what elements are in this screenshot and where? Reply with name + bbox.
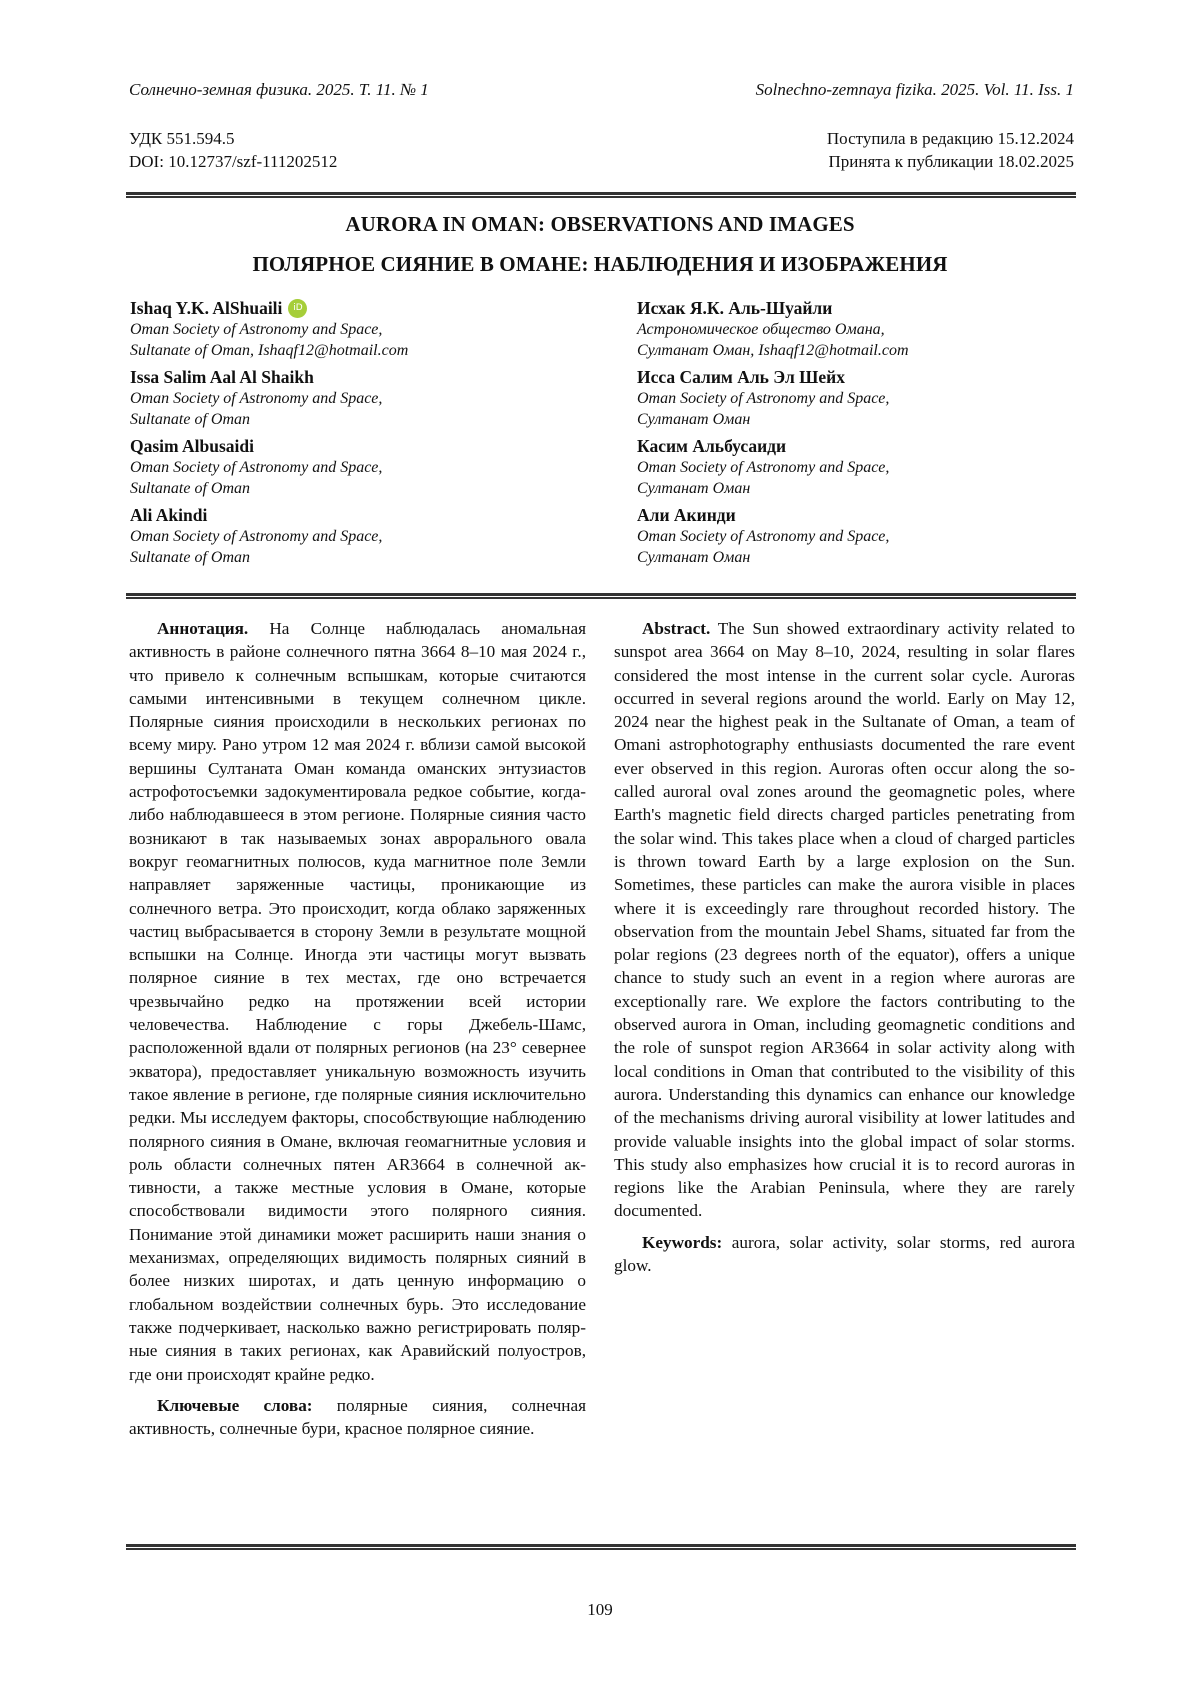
header-divider <box>126 192 1076 197</box>
author-affiliation: Oman Society of Astronomy and Space, <box>130 528 383 545</box>
abstract-ru-text: На Солнце наблюдалась аномальная активность в районе солнечного пятна 3664 8–10 мая 2024 г., что привело к солнечным вспышкам, которые считаются самыми интенсивными в текущем солнечном цикле. Полярные сияния происходили в нескольких регионах по всему миру. Рано утром 12 мая 2024 г. вблизи самой высокой вершины Султаната Оман команда оманских энтузиастов астрофотосъемки задокументировала редкое событие, когда-либо наблюдавшееся в этом регионе. Полярные сияния часто возникают в так называемых зонах аврорального овала вокруг геомагнитных полюсов, куда магнитное поле Земли направляет заряженные частицы, проникающие из солнечного ветра. Это происходит, когда облако заряженных частиц выбрасывается в сторону Земли в результате мощной вспышки на Солнце. Иногда эти частицы могут вызвать полярное сияние в тех местах, где оно встречается чрезвычайно редко на протяжении всей истории человечества. Наблюдение с горы Джебель-Шамс, расположенной вдали от полярных регионов (на 23° севернее экватора), предоставляет уникальную возможность изучить такое явление в регионе, где полярные сияния исключительно редки. Мы исследуем факторы, способствующие наблюдению полярного сияния в Омане, включая геомагнитные условия и роль области солнечных пятен AR3664 в солнечной активности, а также местные условия в Омане, которые способствовали видимости этого полярного сияния. Понимание этой динамики может расширить наши знания о механизмах, определяющих видимость полярных сияний в более низких широтах, и дать ценную информацию о глобальном воздействии солнечных бурь. Это исследование также подчеркивает, насколько важно регистрировать полярные сияния в таких регионах, как Аравийский полуостров, где они происходят крайне редко. <box>129 619 586 1384</box>
footer-divider <box>126 1544 1076 1549</box>
author-block <box>637 504 1117 568</box>
author-block <box>637 435 1117 499</box>
running-head-ru: Солнечно-земная физика. 2025. Т. 11. № 1 <box>129 80 429 99</box>
author-affiliation: Султанат Оман <box>637 411 751 428</box>
abstract-ru <box>129 617 586 1386</box>
author-name: Исса Салим Аль Эл Шейх <box>637 367 845 387</box>
authors-en <box>130 297 610 573</box>
abstract-en-column <box>614 617 1075 1285</box>
abstract-ru-label: Аннотация. <box>157 619 249 638</box>
authors-ru <box>637 297 1117 573</box>
author-affiliation: Oman Society of Astronomy and Space, <box>130 390 383 407</box>
author-block <box>637 366 1117 430</box>
author-name: Касим Альбусаиди <box>637 436 787 456</box>
keywords-ru-label: Ключевые слова: <box>157 1395 313 1415</box>
abstract-en <box>614 617 1075 1223</box>
accepted-date: Принята к публикации 18.02.2025 <box>828 152 1074 171</box>
author-affiliation: Oman Society of Astronomy and Space, <box>637 390 890 407</box>
running-head-en: Solnechno-zemnaya fizika. 2025. Vol. 11. Iss. 1 <box>755 80 1074 99</box>
author-block <box>130 435 610 499</box>
author-affiliation: Oman Society of Astronomy and Space, <box>130 459 383 476</box>
udc-code: УДК 551.594.5 <box>129 129 235 148</box>
doi[interactable]: DOI: 10.12737/szf-111202512 <box>129 152 338 171</box>
author-name: Issa Salim Aal Al Shaikh <box>130 367 314 387</box>
author-affiliation: Султанат Оман <box>637 480 751 497</box>
keywords-ru <box>129 1394 586 1441</box>
running-head <box>129 80 1074 100</box>
received-date: Поступила в редакцию 15.12.2024 <box>826 129 1074 148</box>
authors-divider <box>126 593 1076 598</box>
author-block <box>130 504 610 568</box>
author-affiliation: Sultanate of Oman <box>130 411 250 428</box>
author-block <box>130 297 610 361</box>
author-block <box>637 297 1117 361</box>
author-name: Qasim Albusaidi <box>130 436 255 456</box>
title-en: AURORA IN OMAN: OBSERVATIONS AND IMAGES <box>345 212 855 236</box>
author-affiliation: Астрономическое общество Омана, <box>637 321 885 338</box>
keywords-en-text: aurora, solar activity, solar storms, red aurora glow. <box>614 1232 1076 1276</box>
author-affiliation: Sultanate of Oman <box>130 480 250 497</box>
author-name: Ali Akindi <box>130 505 208 525</box>
author-block <box>130 366 610 430</box>
author-affiliation: Oman Society of Astronomy and Space, <box>637 459 890 476</box>
page-number: 109 <box>587 1600 613 1619</box>
author-name: Ishaq Y.K. AlShuaili <box>130 298 283 318</box>
author-affiliation: Oman Society of Astronomy and Space, <box>130 321 383 338</box>
orcid-icon[interactable]: iD <box>288 299 307 318</box>
author-affiliation-email[interactable]: Султанат Оман, Ishaqf12@hotmail.com <box>637 342 909 359</box>
keywords-en-label: Keywords: <box>642 1232 723 1252</box>
author-affiliation: Султанат Оман <box>637 549 751 566</box>
author-affiliation-email[interactable]: Sultanate of Oman, Ishaqf12@hotmail.com <box>130 342 409 359</box>
title-ru: ПОЛЯРНОЕ СИЯНИЕ В ОМАНЕ: НАБЛЮДЕНИЯ И ИЗОБРАЖЕНИЯ <box>252 252 948 276</box>
abstract-ru-column <box>129 617 586 1448</box>
keywords-en <box>614 1231 1075 1278</box>
abstract-en-label: Abstract. <box>642 619 711 638</box>
author-name: Исхак Я.К. Аль-Шуайли <box>637 298 833 318</box>
author-name: Али Акинди <box>637 505 736 525</box>
article-meta <box>129 127 1074 173</box>
keywords-ru-text: полярные сияния, солнечная активность, солнечные бури, красное полярное сияние. <box>129 1395 586 1439</box>
abstract-en-text: The Sun showed extraordinary activity related to sunspot area 3664 on May 8–10, 2024, resulting in solar flares considered the most intense in the current solar cycle. Auroras occurred in several regions around the world. Early on May 12, 2024 near the highest peak in the Sultanate of Oman, a team of Omani astrophotography enthusiasts documented the rare event ever observed in this region. Auroras often occur along the so-called auroral oval zones around the geomagnetic poles, where Earth's magnetic field directs charged particles penetrating from the solar wind. This takes place when a cloud of charged particles is thrown toward Earth by a large explosion on the Sun. Sometimes, these particles can make the aurora visible in places where it is exceedingly rare throughout recorded history. The observation from the mountain Jebel Shams, situated far from the polar regions (23 degrees north of the equator), offers a unique chance to study such an event in a region where auroras are exceptionally rare. We explore the factors contributing to the observed aurora in Oman, including geomagnetic conditions and the role of sunspot region AR3664 in solar activity along with local conditions in Oman that contributed to the visibility of this aurora. Understanding this dynamics can enhance our knowledge of the mechanisms driving auroral visibility at lower latitudes and provide valuable insights into the global impact of solar storms. This study also emphasizes how crucial it is to record auroras in regions like the Arabian Peninsula, where they are rarely documented. <box>614 619 1075 1221</box>
author-affiliation: Oman Society of Astronomy and Space, <box>637 528 890 545</box>
author-affiliation: Sultanate of Oman <box>130 549 250 566</box>
